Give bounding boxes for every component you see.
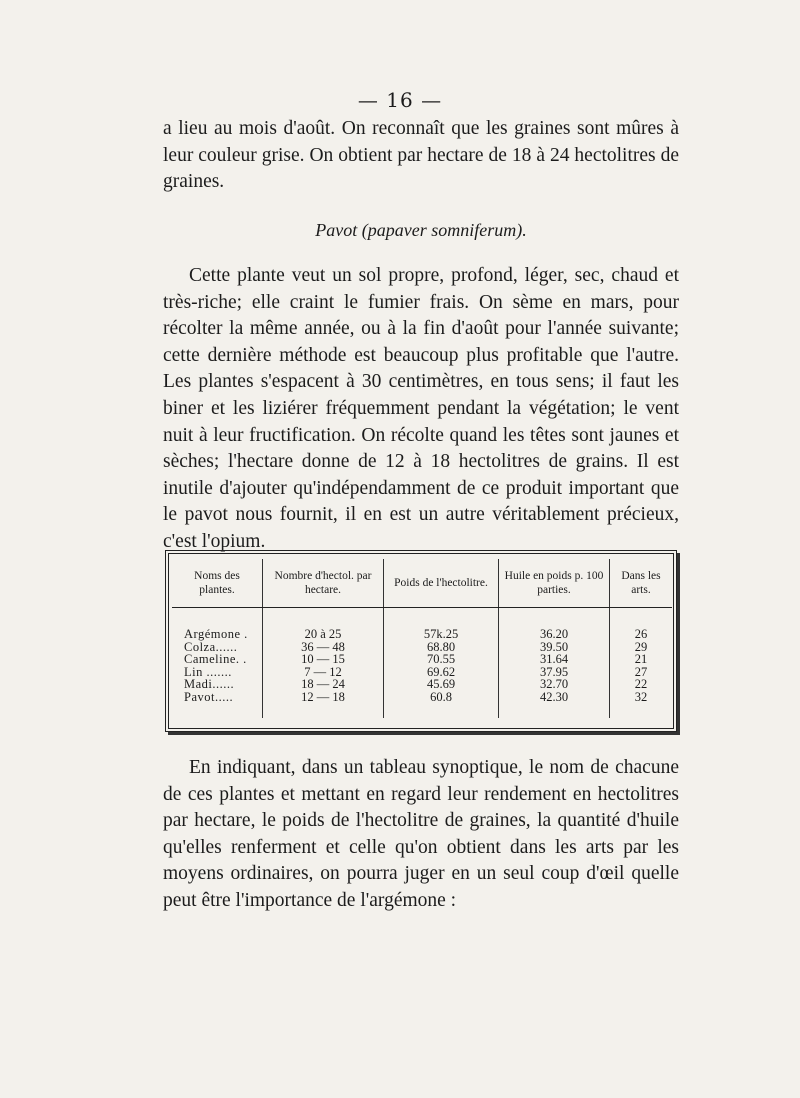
table-row: [172, 666, 672, 679]
cell-name: Lin .......: [184, 664, 232, 679]
cell-arts: 29: [610, 641, 673, 654]
cell-oil: 42.30: [499, 691, 610, 704]
page-number: — 16 —: [357, 88, 443, 112]
oil-plants-table: [172, 559, 672, 718]
cell-weight: 45.69: [384, 678, 499, 691]
cell-arts: 21: [610, 653, 673, 666]
paragraph-1: a lieu au mois d'août. On reconnaît que les graines sont mûres à leur couleur grise. On obtient par hectare de 18 à 24 hectolitres de graines.: [163, 118, 679, 193]
cell-name: Pavot.....: [184, 689, 234, 704]
paragraph-3: En indiquant, dans un tableau synoptique, le nom de chacune de ces plantes et mettant en regard leur rendement en hectolitres par hectare, le poids de l'hectolitre de graines, la quantité d'huile qu'elles renferment et celle qu'on obtient dans les arts par les moyens ordinaires, on pourra juger en un seul coup d'œil quelle peut être l'importance de l'argémone :: [163, 757, 679, 911]
cell-arts: 22: [610, 678, 673, 691]
cell-hectol: 7 — 12: [263, 666, 384, 679]
cell-weight: 57k.25: [384, 608, 499, 641]
cell-hectol: 10 — 15: [263, 653, 384, 666]
cell-hectol: 20 à 25: [263, 608, 384, 641]
header-weight: Poids de l'hectolitre.: [384, 559, 499, 608]
cell-oil: 37.95: [499, 666, 610, 679]
header-oil: Huile en poids p. 100 parties.: [499, 559, 610, 608]
cell-hectol: 36 — 48: [263, 641, 384, 654]
table-row: [172, 641, 672, 654]
header-hectol: Nombre d'hectol. par hectare.: [263, 559, 384, 608]
cell-name: Cameline. .: [184, 652, 247, 667]
table-spacer-row: [172, 704, 672, 718]
cell-arts: 27: [610, 666, 673, 679]
cell-oil: 32.70: [499, 678, 610, 691]
cell-weight: 70.55: [384, 653, 499, 666]
cell-name: Argémone .: [184, 627, 248, 641]
cell-weight: 60.8: [384, 691, 499, 704]
table-row: [172, 691, 672, 704]
cell-arts: 32: [610, 691, 673, 704]
header-names: Noms des plantes.: [172, 559, 263, 608]
cell-hectol: 18 — 24: [263, 678, 384, 691]
cell-oil: 36.20: [499, 608, 610, 641]
section-heading: Pavot (papaver somniferum).: [315, 220, 527, 240]
cell-weight: 68.80: [384, 641, 499, 654]
table-row: [172, 653, 672, 666]
table-row: [172, 678, 672, 691]
table-row: [172, 608, 672, 641]
table-header-row: [172, 559, 672, 608]
cell-name: Madi......: [184, 677, 235, 692]
cell-oil: 31.64: [499, 653, 610, 666]
cell-arts: 26: [610, 608, 673, 641]
header-arts: Dans les arts.: [610, 559, 673, 608]
cell-hectol: 12 — 18: [263, 691, 384, 704]
cell-name: Colza......: [184, 639, 238, 654]
paragraph-2: Cette plante veut un sol propre, profond, léger, sec, chaud et très-riche; elle craint le fumier frais. On sème en mars, pour récolter la même année, ou à la fin d'août pour l'année suivante; cette dernière méthode est beaucoup plus profitable que l'autre. Les plantes s'espacent à 30 centimètres, en tous sens; il faut les biner et les liziérer fréquemment pendant la végétation; le vent nuit à leur fructification. On récolte quand les têtes sont jaunes et sèches; l'hectare donne de 12 à 18 hectolitres de grains. Il est inutile d'ajouter qu'indépendamment de ce produit important que le pavot nous fournit, il en est un autre véritablement précieux, c'est l'opium.: [163, 265, 679, 552]
cell-oil: 39.50: [499, 641, 610, 654]
cell-weight: 69.62: [384, 666, 499, 679]
